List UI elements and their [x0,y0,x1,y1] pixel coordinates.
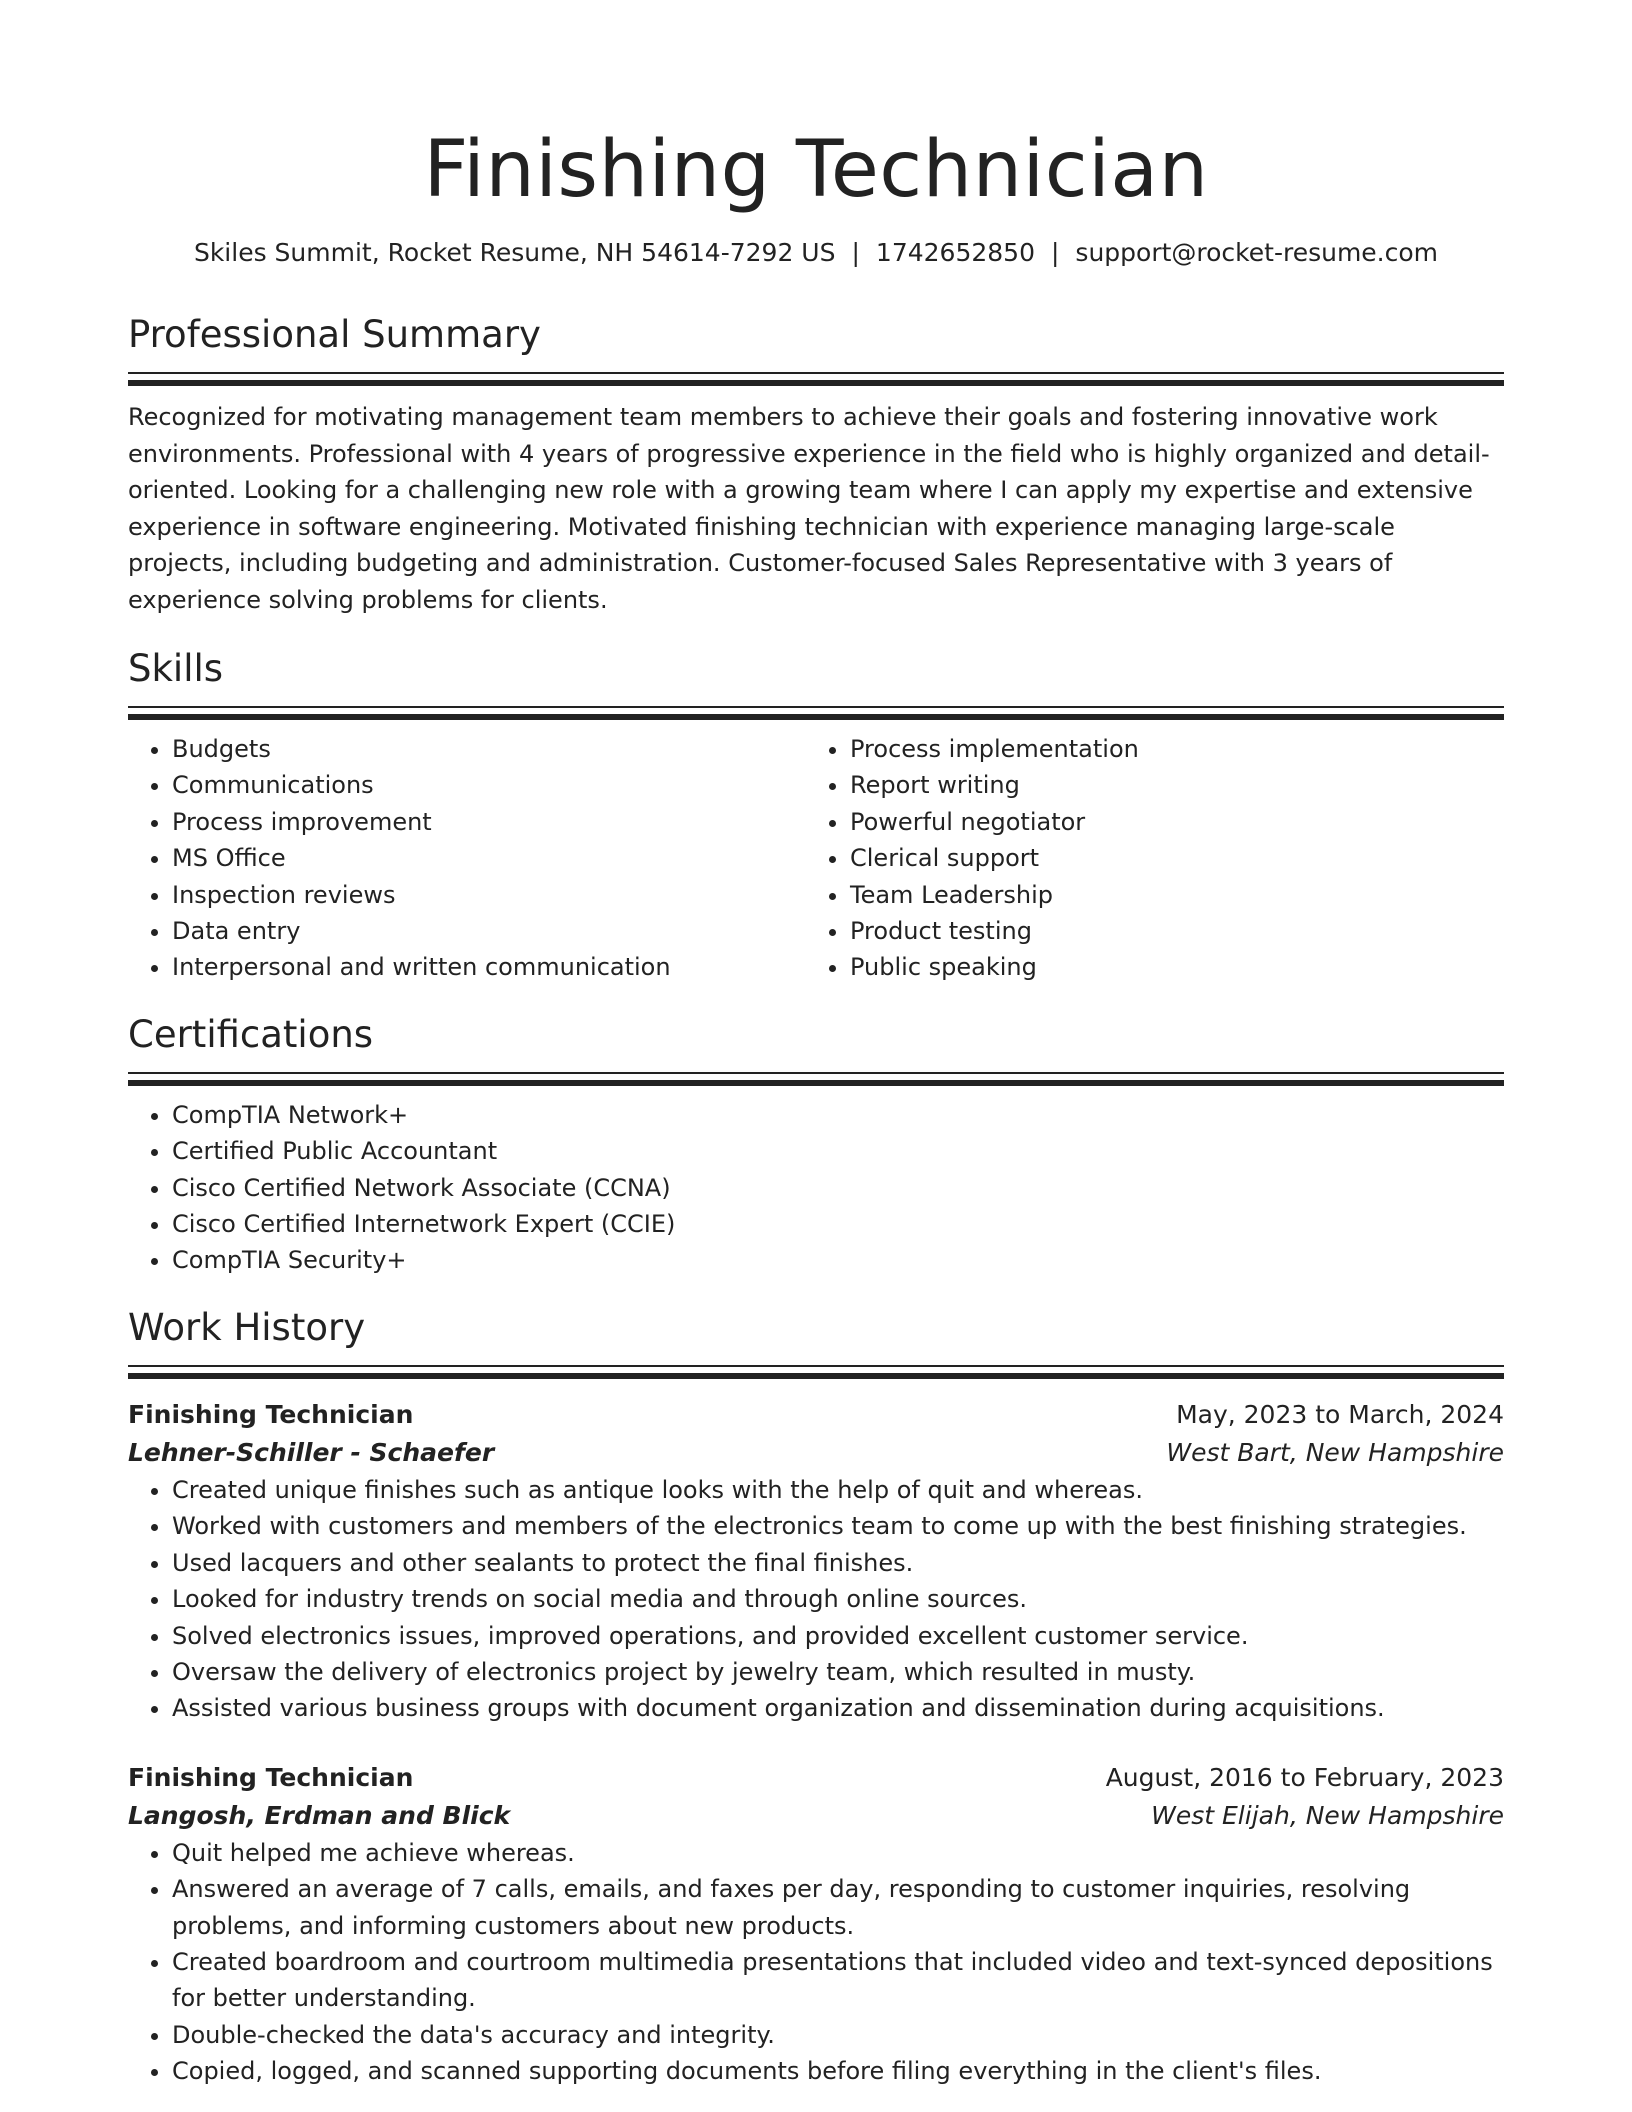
certification-item: • CompTIA Security+ [172,1242,1504,1278]
contact-address: Skiles Summit, Rocket Resume, NH 54614-7292 US [193,238,836,267]
job-bullets [128,1472,1504,1727]
resume-page [128,0,1504,2090]
job-bullets [128,1835,1504,2090]
job-bullet: • Double-checked the data's accuracy and integrity. [172,2017,1504,2053]
job-bullet: • Worked with customers and members of the electronics team to come up with the best finishing strategies. [172,1508,1504,1544]
job-bullet: • Answered an average of 7 calls, emails, and faxes per day, responding to customer inquiries, resolving problems, and informing customers about new products. [172,1871,1504,1944]
certification-item: • CompTIA Network+ [172,1097,1504,1133]
job-bullet: • Oversaw the delivery of electronics project by jewelry team, which resulted in musty. [172,1654,1504,1690]
skill-item: • Public speaking [850,949,1484,985]
candidate-name: Finishing Technician [423,125,1209,215]
summary-text: Recognized for motivating management team members to achieve their goals and fostering innovative work environments. Professional with 4 years of progressive experience in the field who is highly organized and detail-oriented. Looking for a challenging new role with a growing team where I can apply my expertise and extensive experience in software engineering. Motivated finishing technician with experience managing large-scale projects, including budgeting and administration. Customer-focused Sales Representative with 3 years of experience solving problems for clients. [128,403,1490,614]
job-entry [128,1396,1504,1727]
section-title-work-history: Work History [128,1305,366,1349]
contact-phone: 1742652850 [875,238,1035,267]
work-history-section [128,1305,1504,2090]
contact-email: support@rocket-resume.com [1075,238,1439,267]
job-bullet: • Looked for industry trends on social media and through online sources. [172,1581,1504,1617]
job-subheader-row [128,1434,1504,1472]
section-divider [128,706,1504,721]
skills-column-right [806,731,1484,986]
job-title: Finishing Technician [128,1399,414,1429]
section-title-certifications: Certifications [128,1012,374,1056]
certification-item: • Cisco Certified Internetwork Expert (CCIE) [172,1206,1504,1242]
job-dates: August, 2016 to February, 2023 [1105,1762,1504,1792]
job-subheader-row [128,1797,1504,1835]
skill-item: • Budgets [172,731,806,767]
skill-item: • Inspection reviews [172,877,806,913]
skills-columns [128,731,1504,986]
job-dates: May, 2023 to March, 2024 [1176,1399,1504,1429]
skill-item: • Process improvement [172,804,806,840]
skill-item: • Data entry [172,913,806,949]
skill-item: • Product testing [850,913,1484,949]
skill-item: • Interpersonal and written communication [172,949,806,985]
certification-item: • Certified Public Accountant [172,1133,1504,1169]
skill-item: • Team Leadership [850,877,1484,913]
section-divider [128,1365,1504,1380]
job-location: West Elijah, New Hampshire [1151,1800,1504,1830]
job-bullet: • Used lacquers and other sealants to protect the final finishes. [172,1545,1504,1581]
job-entry [128,1759,1504,2090]
certification-item: • Cisco Certified Network Associate (CCNA) [172,1170,1504,1206]
job-bullet: • Copied, logged, and scanned supporting documents before filing everything in the client's files. [172,2053,1504,2089]
certifications-section [128,1012,1504,1279]
section-divider [128,372,1504,387]
skills-section [128,646,1504,986]
section-divider [128,1072,1504,1087]
skill-item: • Report writing [850,767,1484,803]
job-bullet: • Quit helped me achieve whereas. [172,1835,1504,1871]
certifications-list [128,1097,1504,1279]
skill-item: • Communications [172,767,806,803]
job-location: West Bart, New Hampshire [1166,1437,1504,1467]
skills-column-left [128,731,806,986]
job-header-row [128,1759,1504,1797]
job-bullet: • Assisted various business groups with document organization and dissemination during acquisitions. [172,1690,1504,1726]
job-bullet: • Created boardroom and courtroom multimedia presentations that included video and text-synced depositions for better understanding. [172,1944,1504,2017]
job-company: Langosh, Erdman and Blick [128,1800,511,1830]
contact-line [128,236,1504,270]
job-bullet: • Created unique finishes such as antique looks with the help of quit and whereas. [172,1472,1504,1508]
summary-section [128,312,1504,618]
skill-item: • Clerical support [850,840,1484,876]
skill-item: • Powerful negotiator [850,804,1484,840]
skill-item: • MS Office [172,840,806,876]
job-company: Lehner-Schiller - Schaefer [128,1437,495,1467]
job-header-row [128,1396,1504,1434]
job-title: Finishing Technician [128,1762,414,1792]
contact-separator: | [1050,238,1060,267]
job-bullet: • Solved electronics issues, improved operations, and provided excellent customer service. [172,1618,1504,1654]
section-title-summary: Professional Summary [128,313,541,356]
skill-item: • Process implementation [850,731,1484,767]
contact-separator: | [851,238,860,267]
section-title-skills: Skills [128,647,224,690]
